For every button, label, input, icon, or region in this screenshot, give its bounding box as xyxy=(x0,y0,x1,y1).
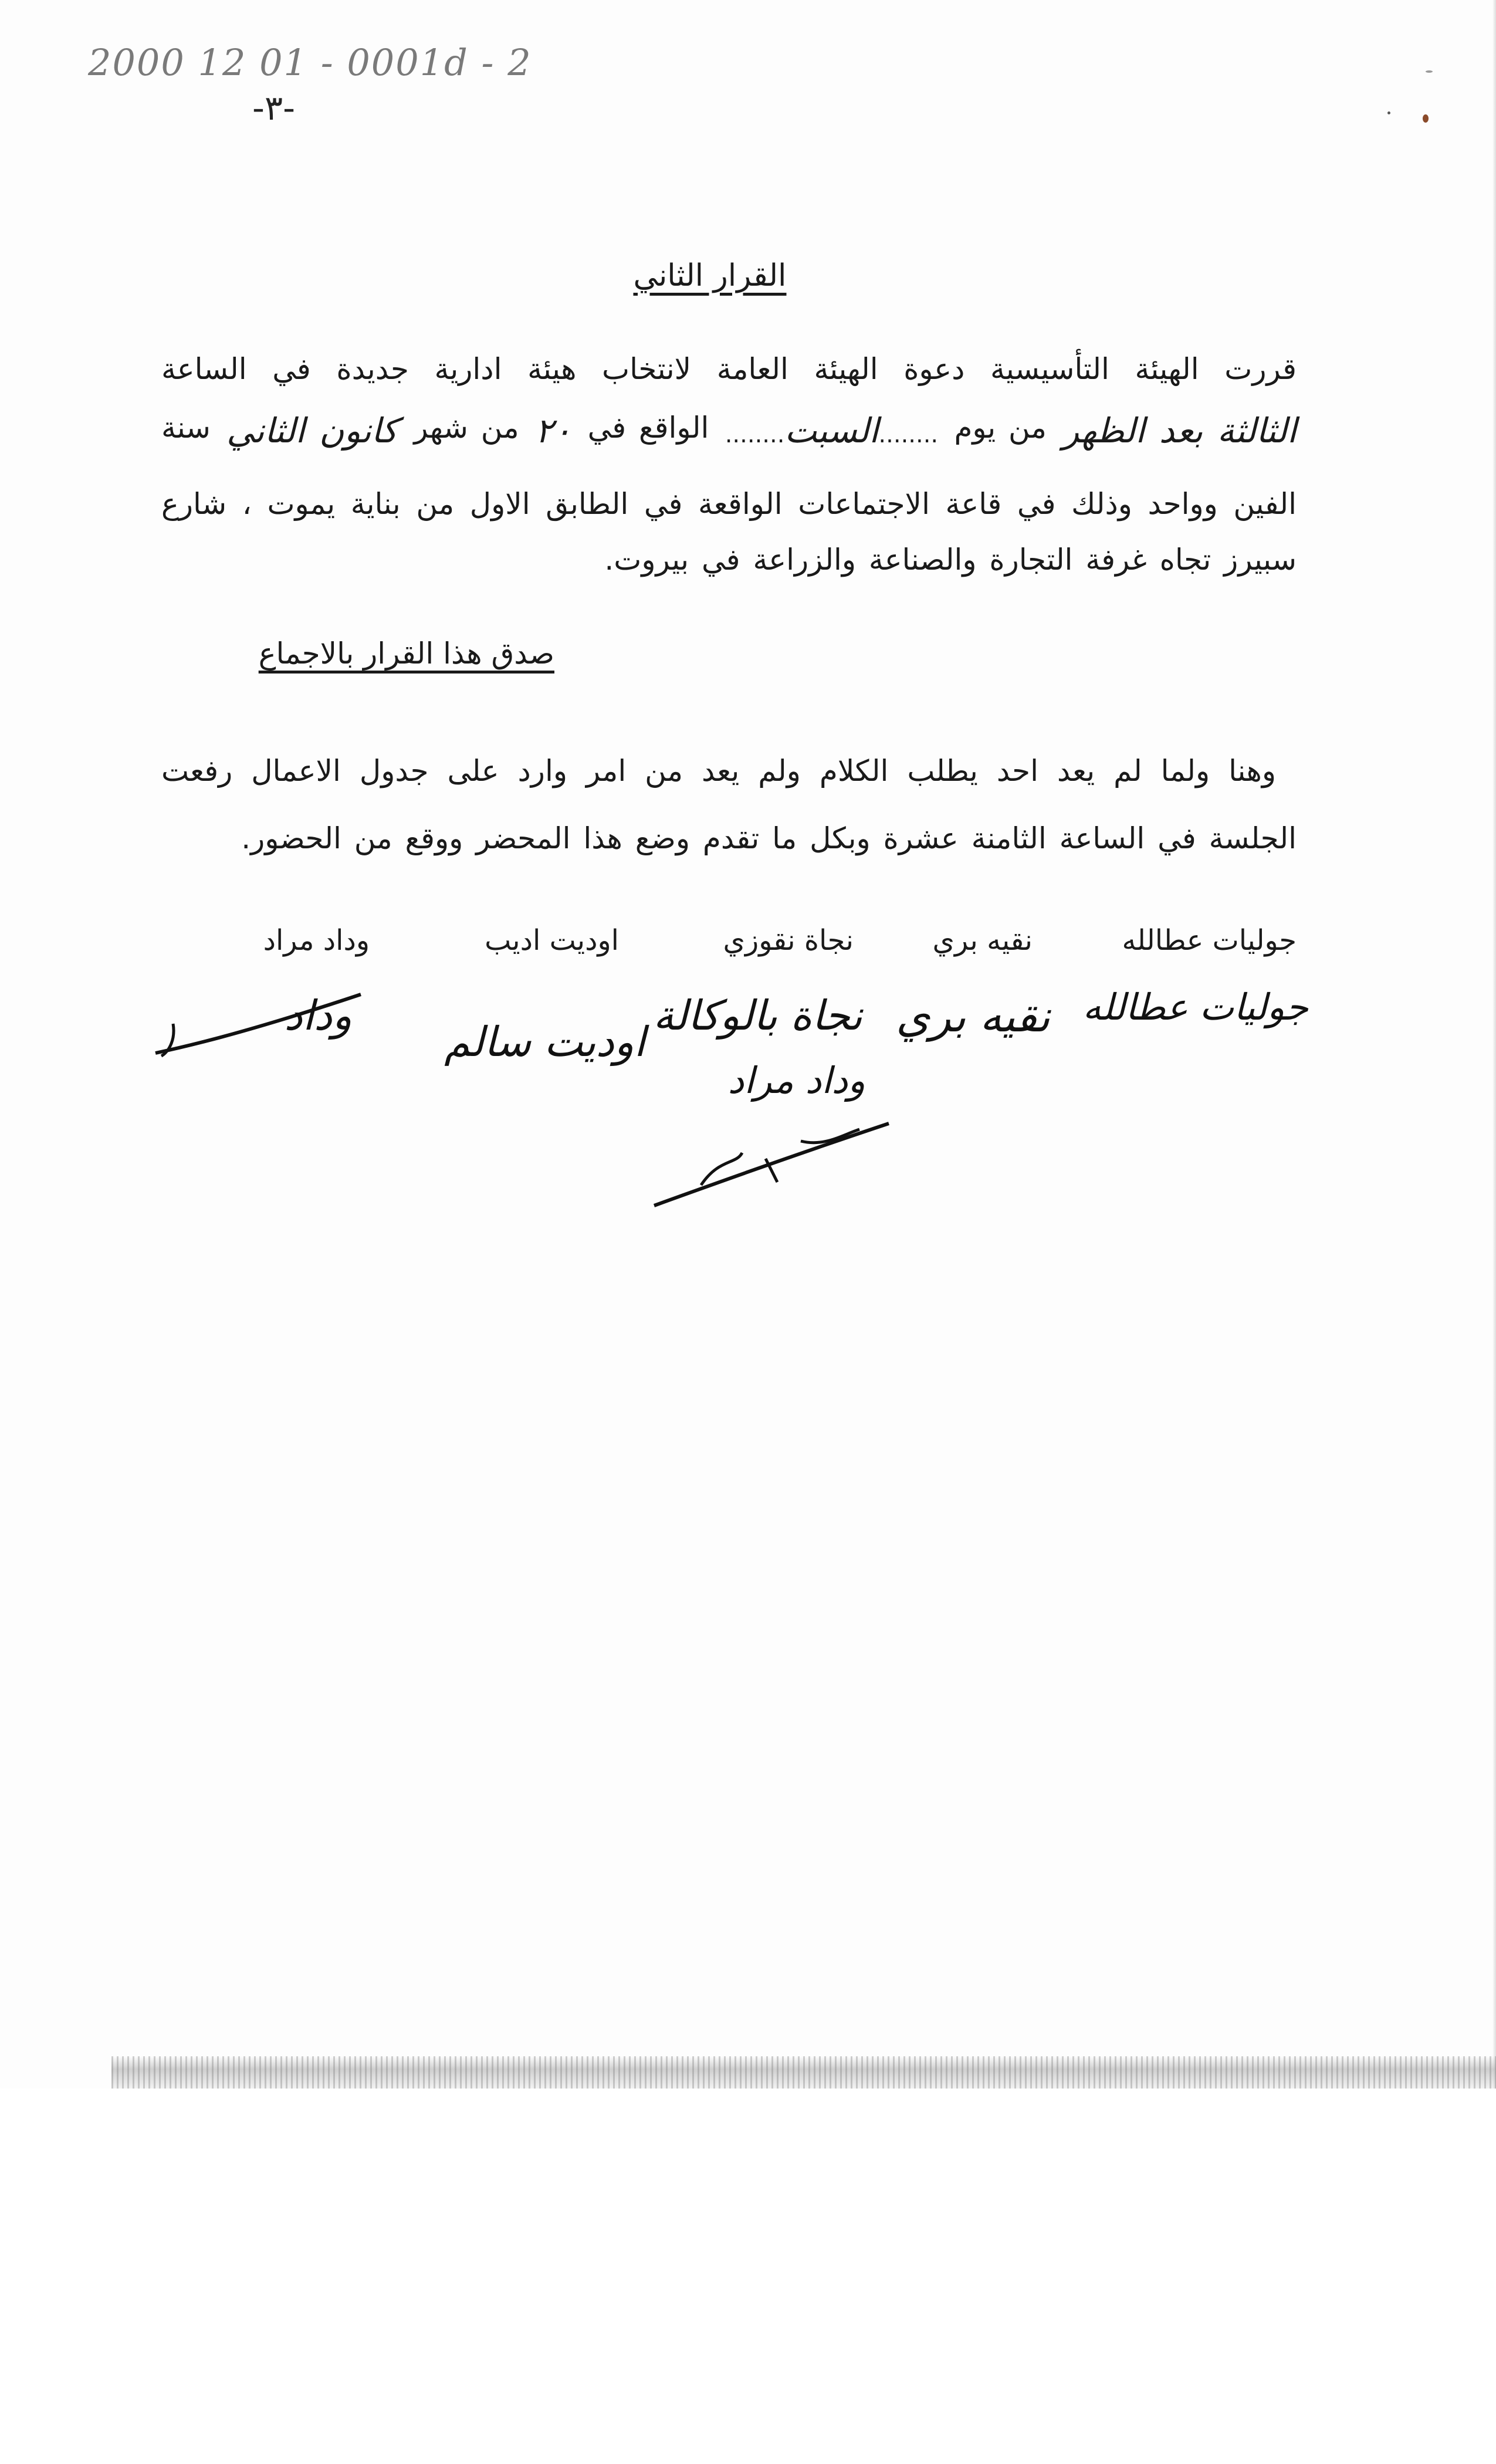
paragraph2-line1: وهنا ولما لم يعد احد يطلب الكلام ولم يعد من امر وارد على جدول الاعمال رفعت xyxy=(161,754,1276,788)
signatory-name-2: نقيه بري xyxy=(932,924,1033,957)
year-label: سنة xyxy=(161,411,211,445)
signature-2: نقيه بري xyxy=(896,991,1050,1042)
paragraph1-line4: سبيرز تجاه غرفة التجارة والصناعة والزراعة في بيروت. xyxy=(604,543,1297,577)
from-month-label: من شهر xyxy=(414,411,519,445)
handwritten-month: كانون الثاني xyxy=(226,411,398,451)
signatory-name-1: جوليات عطالله xyxy=(1122,924,1297,957)
extra-signature-note: وداد مراد xyxy=(727,1059,865,1102)
archive-reference-number: 2000 12 01 - 0001d - 2 xyxy=(88,41,532,84)
fill-dots: ........ xyxy=(878,421,939,448)
signature-stroke-5 xyxy=(150,989,384,1071)
signature-3: نجاة بالوكالة xyxy=(653,991,862,1040)
handwritten-date: ٢٠ xyxy=(534,411,572,451)
document-title: القرار الثاني xyxy=(633,258,787,293)
signatory-name-4: اوديت اديب xyxy=(485,924,619,957)
signature-4: اوديت سالم xyxy=(444,1018,645,1066)
signature-5: وداد xyxy=(284,991,352,1040)
scan-blank-area xyxy=(0,2089,1496,2464)
scan-bottom-edge xyxy=(111,2056,1496,2089)
paragraph1-line2 xyxy=(161,411,1297,451)
ink-speck xyxy=(1387,111,1390,114)
signatory-name-5: وداد مراد xyxy=(263,924,370,957)
signatory-name-3: نجاة نقوزي xyxy=(723,924,854,957)
ink-speck xyxy=(1423,114,1429,123)
ink-speck xyxy=(1426,70,1433,73)
page-number: -٣- xyxy=(252,88,296,128)
scan-right-edge xyxy=(1492,0,1496,2089)
signature-1: جوليات عطالله xyxy=(1082,986,1308,1028)
approval-statement: صدق هذا القرار بالاجماع xyxy=(258,637,554,671)
falling-on-label: الواقع في xyxy=(587,411,709,445)
paragraph2-line2: الجلسة في الساعة الثامنة عشرة وبكل ما تقدم وضع هذا المحضر ووقع من الحضور. xyxy=(241,821,1297,855)
from-day-label: من يوم xyxy=(954,411,1047,445)
paragraph1-line3: الفين وواحد وذلك في قاعة الاجتماعات الواقعة في الطابق الاول من بناية يموت ، شارع xyxy=(161,487,1297,521)
extra-signature-stroke xyxy=(648,1118,895,1235)
handwritten-time: الثالثة بعد الظهر xyxy=(1062,411,1297,451)
paragraph1-line1: قررت الهيئة التأسيسية دعوة الهيئة العامة لانتخاب هيئة ادارية جديدة في الساعة xyxy=(161,352,1297,386)
handwritten-day: السبت xyxy=(784,411,879,451)
fill-dots: ........ xyxy=(725,421,785,448)
